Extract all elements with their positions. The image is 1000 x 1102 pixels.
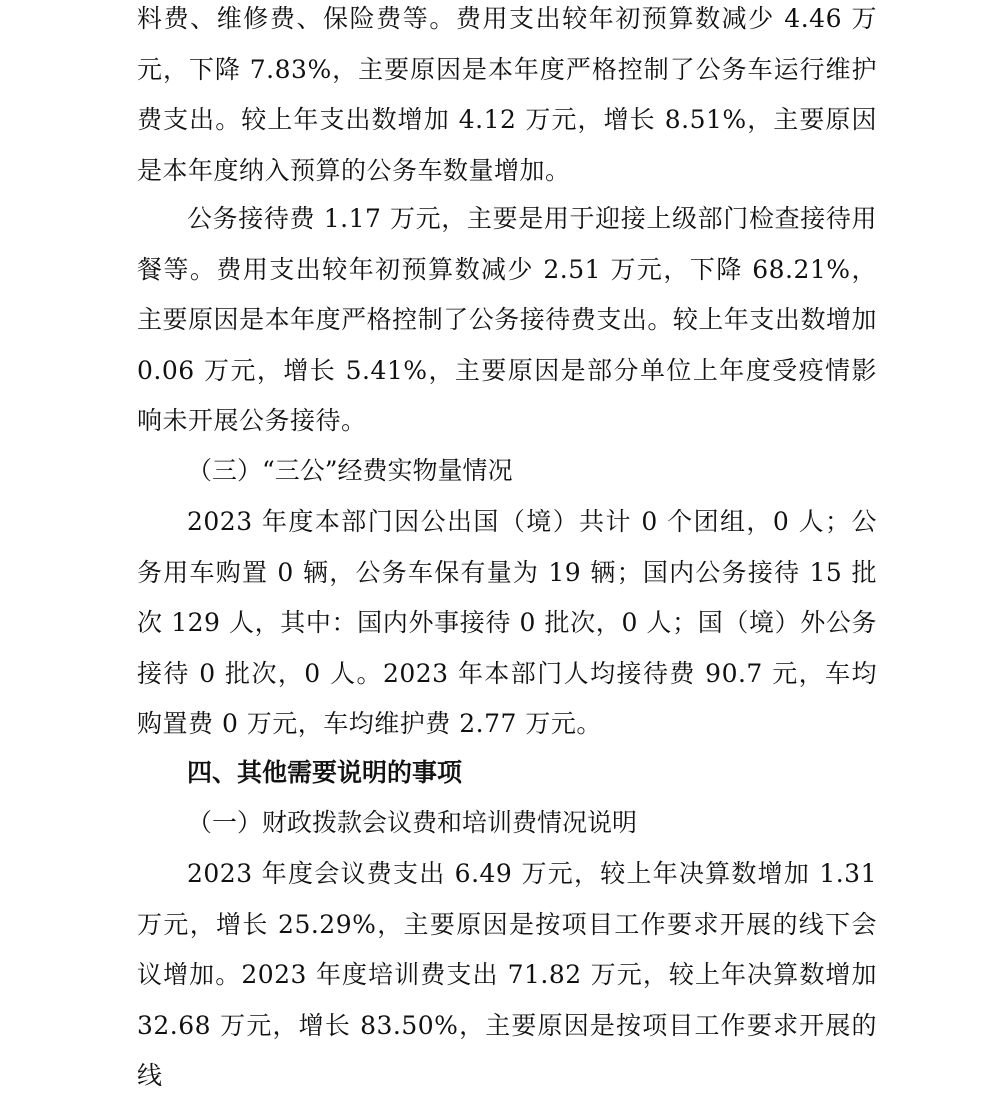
paragraph-official-reception: 公务接待费 1.17 万元，主要是用于迎接上级部门检查接待用餐等。费用支出较年初预算数减少 2.51 万元，下降 68.21%，主要原因是本年度严格控制了公务接待费支出。较上年支出数增加 0.06 万元，增长 5.41%，主要原因是部分单位上年度受疫情影响未开展公务接待。 <box>137 204 877 435</box>
paragraph-meeting-training: 2023 年度会议费支出 6.49 万元，较上年决算数增加 1.31 万元，增长 25.29%，主要原因是按项目工作要求开展的线下会议增加。2023 年度培训费支出 71.82 万元，较上年决算数增加 32.68 万元，增长 83.50%，主要原因是按项目工作要求开展的线 <box>137 859 877 1090</box>
section-heading-other-matters: 四、其他需要说明的事项 <box>187 758 463 787</box>
subsection-heading-meeting-training: （一）财政拨款会议费和培训费情况说明 <box>187 808 638 837</box>
paragraph-physical-quantities: 2023 年度本部门因公出国（境）共计 0 个团组，0 人；公务用车购置 0 辆，公务车保有量为 19 辆；国内公务接待 15 批次 129 人，其中：国内外事接待 0 批次，0 人；国（境）外公务接待 0 批次，0 人。2023 年本部门人均接待费 90.7 元，车均购置费 0 万元，车均维护费 2.77 万元。 <box>137 507 877 738</box>
paragraph-vehicle-maintenance: 料费、维修费、保险费等。费用支出较年初预算数减少 4.46 万元，下降 7.83%，主要原因是本年度严格控制了公务车运行维护费支出。较上年支出数增加 4.12 万元，增长 8.51%，主要原因是本年度纳入预算的公务车数量增加。 <box>137 4 877 185</box>
section-heading-physical-quantities: （三）“三公”经费实物量情况 <box>187 456 513 485</box>
